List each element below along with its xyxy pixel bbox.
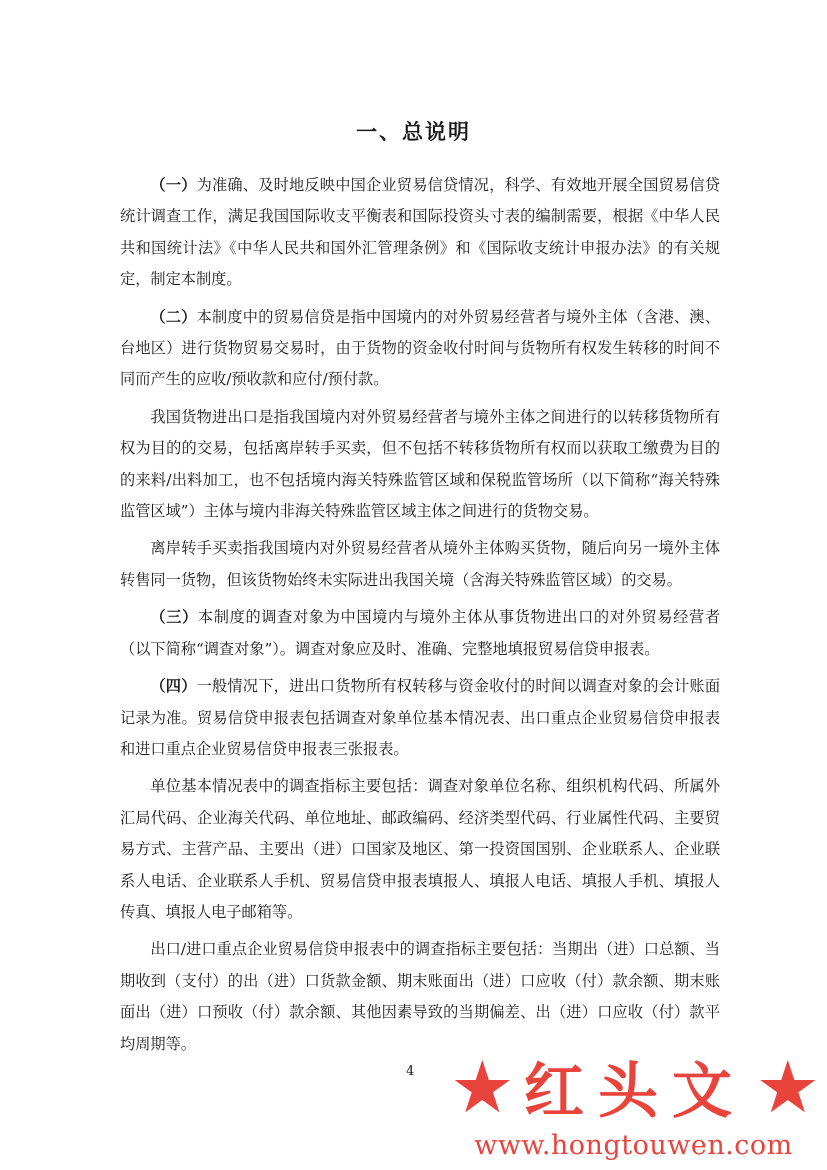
paragraph-text: 为准确、及时地反映中国企业贸易信贷情况，科学、有效地开展全国贸易信贷统计调查工作，满足我国国际收支平衡表和国际投资头寸表的编制需要，根据《中华人民共和国统计法》《中华人民共和国外汇管理条例》和《国际收支统计申报办法》的有关规定，制定本制度。 (120, 176, 721, 289)
paragraph-label: （四） (150, 677, 197, 696)
document-body (120, 170, 720, 1066)
paragraph-5 (120, 602, 720, 665)
paragraph-2 (120, 302, 720, 396)
paragraph-label: （二） (150, 307, 197, 326)
paragraph-label: （一） (150, 176, 197, 194)
paragraph-text: 我国货物进出口是指我国境内对外贸易经营者与境外主体之间进行的以转移货物所有权为目的的交易，包括离岸转手买卖，但不包括不转移货物所有权而以获取工缴费为目的的来料/出料加工，也不包括境内海关特殊监管区域和保税监管场所（以下简称“海关特殊监管区域”）主体与境内非海关特殊监管区域主体之间进行的货物交易。 (120, 407, 720, 521)
paragraph-8 (120, 934, 720, 1060)
watermark-banner (450, 1045, 820, 1129)
watermark-url: www.hongtouwen.com (474, 1130, 793, 1161)
paragraph-3 (120, 402, 720, 528)
paragraph-text: 本制度的调查对象为中国境内与境外主体从事货物进出口的对外贸易经营者（以下简称“调查对象”）。调查对象应及时、准确、完整地填报贸易信贷申报表。 (120, 608, 721, 658)
paragraph-1 (120, 170, 720, 296)
paragraph-text: 出口/进口重点企业贸易信贷申报表中的调查指标主要包括：当期出（进）口总额、当期收到（支付）的出（进）口货款金额、期末账面出（进）口应收（付）款余额、期末账面出（进）口预收（付）款余额、其他因素导致的当期偏差、出（进）口应收（付）款平均周期等。 (120, 940, 720, 1053)
watermark-text: 红头文 (524, 1057, 746, 1127)
watermark (440, 1045, 827, 1170)
paragraph-text: 离岸转手买卖指我国境内对外贸易经营者从境外主体购买货物，随后向另一境外主体转售同一货物，但该货物始终未实际进出我国关境（含海关特殊监管区域）的交易。 (120, 539, 720, 589)
page-title: 一、总说明 (356, 120, 471, 144)
star-icon: ★ (450, 1045, 515, 1129)
paragraph-text: 本制度中的贸易信贷是指中国境内的对外贸易经营者与境外主体（含港、澳、台地区）进行货物贸易交易时，由于货物的资金收付时间与货物所有权发生转移的时间不同而产生的应收/预收款和应付/预付款。 (120, 307, 721, 389)
paragraph-7 (120, 771, 720, 928)
star-icon: ★ (755, 1045, 820, 1129)
paragraph-text: 一般情况下，进出口货物所有权转移与资金收付的时间以调查对象的会计账面记录为准。贸易信贷申报表包括调查对象单位基本情况表、出口重点企业贸易信贷申报表和进口重点企业贸易信贷申报表三张报表。 (120, 677, 721, 758)
paragraph-label: （三） (150, 608, 198, 627)
page-number: 4 (406, 1064, 415, 1079)
paragraph-6 (120, 671, 720, 765)
paragraph-text: 单位基本情况表中的调查指标主要包括：调查对象单位名称、组织机构代码、所属外汇局代码、企业海关代码、单位地址、邮政编码、经济类型代码、行业属性代码、主要贸易方式、主营产品、主要出（进）口国家及地区、第一投资国国别、企业联系人、企业联系人电话、企业联系人手机、贸易信贷申报表填报人、填报人电话、填报人手机、填报人传真、填报人电子邮箱等。 (120, 777, 720, 921)
paragraph-4 (120, 533, 720, 596)
